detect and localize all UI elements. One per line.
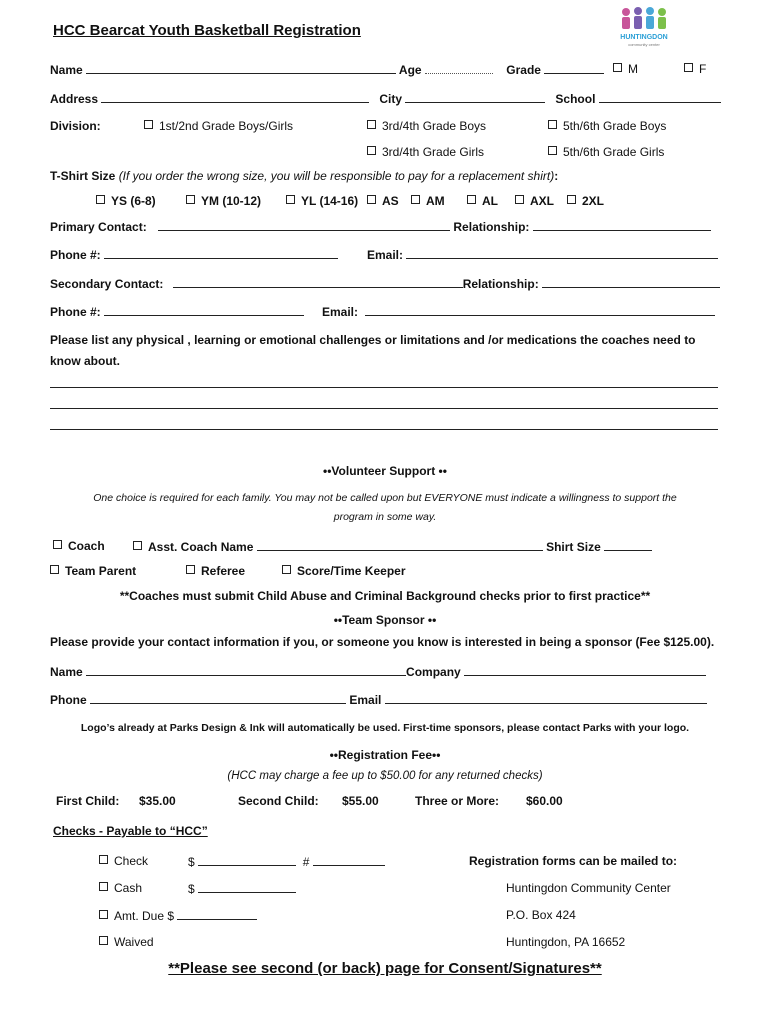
relationship-field[interactable] (533, 218, 711, 231)
challenges-line-2[interactable] (50, 408, 718, 409)
checkbox-icon (186, 195, 195, 204)
size-axl[interactable]: AXL (515, 193, 554, 209)
challenges-text-2: know about. (50, 354, 120, 368)
volunteer-heading: ••Volunteer Support •• (323, 464, 447, 478)
name-label: Name (50, 63, 83, 77)
challenges-text-1: Please list any physical , learning or emotional challenges or limitations and /or medications the coaches need to (50, 333, 696, 347)
volunteer-note-2: program in some way. (333, 511, 437, 523)
school-label: School (555, 92, 596, 106)
sponsor-name-label: Name (50, 665, 83, 679)
grade-field[interactable] (544, 61, 604, 74)
three-more-label: Three or More: (415, 794, 500, 808)
division-option-5[interactable]: 5th/6th Grade Girls (548, 144, 664, 160)
relationship-field-2[interactable] (542, 275, 720, 288)
sponsor-heading: ••Team Sponsor •• (333, 613, 437, 627)
size-al[interactable]: AL (467, 193, 498, 209)
mail-heading: Registration forms can be mailed to: (469, 854, 678, 868)
checkbox-icon (99, 882, 108, 891)
volunteer-name-field[interactable] (257, 538, 543, 551)
checkbox-icon (99, 855, 108, 864)
school-field[interactable] (599, 90, 721, 103)
checkbox-icon (411, 195, 420, 204)
check-amount-field[interactable] (198, 853, 296, 866)
page-title: HCC Bearcat Youth Basketball Registration (53, 22, 361, 39)
volunteer-name-label: Name (220, 540, 254, 554)
division-option-2[interactable]: 3rd/4th Grade Boys (367, 118, 486, 134)
checkbox-icon (684, 63, 693, 72)
address-label: Address (50, 92, 99, 106)
asst-coach-option[interactable]: Asst. Coach (133, 540, 217, 554)
primary-contact-label: Primary Contact: (50, 220, 147, 234)
secondary-contact-label: Secondary Contact: (50, 277, 164, 291)
checkbox-icon (613, 63, 622, 72)
score-keeper-option[interactable]: Score/Time Keeper (282, 563, 406, 579)
mail-line-3: Huntingdon, PA 16652 (506, 935, 626, 949)
sponsor-phone-label: Phone (50, 693, 87, 707)
check-option[interactable]: Check (99, 853, 148, 869)
checkbox-icon (282, 565, 291, 574)
challenges-line-3[interactable] (50, 429, 718, 430)
checkbox-icon (286, 195, 295, 204)
fee-note: (HCC may charge a fee up to $50.00 for any returned checks) (227, 770, 543, 782)
name-field[interactable] (86, 61, 396, 74)
checkbox-icon (515, 195, 524, 204)
checkbox-icon (186, 565, 195, 574)
email-field[interactable] (406, 246, 718, 259)
size-as[interactable]: AS (367, 193, 399, 209)
sponsor-logo-note: Logo’s already at Parks Design & Ink will automatically be used. First-time sponsors, please contact Parks with your logo. (80, 722, 690, 734)
checkbox-icon (567, 195, 576, 204)
email-label: Email: (367, 248, 404, 262)
size-2xl[interactable]: 2XL (567, 193, 604, 209)
gender-m-option[interactable]: M (613, 61, 638, 77)
secondary-contact-field[interactable] (173, 275, 463, 288)
division-option-1[interactable]: 1st/2nd Grade Boys/Girls (144, 118, 293, 134)
phone-field[interactable] (104, 246, 338, 259)
email-field-2[interactable] (365, 303, 715, 316)
first-child-label: First Child: (56, 794, 120, 808)
checkbox-icon (53, 540, 62, 549)
checkbox-icon (133, 541, 142, 550)
cash-amount-field[interactable] (198, 880, 296, 893)
shirt-size-label: Shirt Size (546, 540, 601, 554)
tshirt-label: T-Shirt Size (50, 169, 116, 183)
checkbox-icon (367, 120, 376, 129)
checkbox-icon (50, 565, 59, 574)
sponsor-text: Please provide your contact information if you, or someone you know is interested in being a sponsor (Fee $125.00). (50, 635, 715, 649)
checkbox-icon (467, 195, 476, 204)
amt-due-option[interactable]: Amt. Due (99, 909, 164, 923)
sponsor-email-field[interactable] (385, 691, 707, 704)
referee-option[interactable]: Referee (186, 563, 245, 579)
dollar-sign-2: $ (188, 882, 195, 896)
hcc-logo (612, 6, 676, 50)
checkbox-icon (367, 195, 376, 204)
sponsor-email-label: Email (349, 693, 382, 707)
address-field[interactable] (101, 90, 369, 103)
amt-due-field[interactable] (177, 907, 257, 920)
checkbox-icon (144, 120, 153, 129)
fee-heading: ••Registration Fee•• (329, 748, 441, 762)
checkbox-icon (548, 120, 557, 129)
logo-subtext: community center (628, 42, 660, 47)
size-ys[interactable]: YS (6-8) (96, 193, 156, 209)
logo-text: HUNTINGDON (620, 34, 668, 41)
first-child-value: $35.00 (139, 794, 176, 808)
grade-label: Grade (506, 63, 541, 77)
phone-field-2[interactable] (104, 303, 304, 316)
three-more-value: $60.00 (526, 794, 563, 808)
second-child-label: Second Child: (238, 794, 319, 808)
gender-f-option[interactable]: F (684, 61, 706, 77)
dollar-sign-3: $ (167, 909, 175, 923)
size-am[interactable]: AM (411, 193, 445, 209)
sponsor-phone-field[interactable] (90, 691, 346, 704)
size-ym[interactable]: YM (10-12) (186, 193, 261, 209)
cash-option[interactable]: Cash (99, 880, 142, 896)
relationship-label-2: Relationship: (462, 277, 539, 291)
second-child-value: $55.00 (342, 794, 379, 808)
phone-label: Phone #: (50, 248, 101, 262)
challenges-line-1[interactable] (50, 387, 718, 388)
team-parent-option[interactable]: Team Parent (50, 563, 136, 579)
checkbox-icon (96, 195, 105, 204)
checkbox-icon (548, 146, 557, 155)
coaches-notice: **Coaches must submit Child Abuse and Criminal Background checks prior to first practice** (119, 589, 651, 603)
tshirt-note: (If you order the wrong size, you will be responsible to pay for a replacement shirt) (118, 169, 555, 183)
coach-option[interactable]: Coach (53, 538, 105, 554)
footer-note: **Please see second (or back) page for Consent/Signatures** (168, 960, 602, 977)
checkbox-icon (99, 936, 108, 945)
primary-contact-field[interactable] (158, 218, 450, 231)
division-option-3[interactable]: 5th/6th Grade Boys (548, 118, 666, 134)
sponsor-name-field[interactable] (86, 663, 406, 676)
mail-line-1: Huntingdon Community Center (506, 881, 671, 895)
shirt-size-field[interactable] (604, 538, 652, 551)
division-label: Division: (50, 119, 101, 133)
relationship-label: Relationship: (453, 220, 530, 234)
email-label-2: Email: (322, 305, 359, 319)
dollar-sign: $ (188, 855, 195, 869)
checks-heading: Checks - Payable to “HCC” (53, 824, 208, 838)
city-field[interactable] (405, 90, 545, 103)
company-label: Company (406, 665, 461, 679)
size-yl[interactable]: YL (14-16) (286, 193, 358, 209)
company-field[interactable] (464, 663, 706, 676)
age-field[interactable] (425, 62, 493, 74)
phone-label-2: Phone #: (50, 305, 101, 319)
division-option-4[interactable]: 3rd/4th Grade Girls (367, 144, 484, 160)
mail-line-2: P.O. Box 424 (506, 908, 576, 922)
volunteer-note-1: One choice is required for each family. You may not be called upon but EVERYONE must indicate a willingness to support the (93, 492, 677, 504)
check-number-field[interactable] (313, 853, 385, 866)
age-label: Age (398, 63, 422, 77)
waived-option[interactable]: Waived (99, 934, 154, 950)
checkbox-icon (99, 910, 108, 919)
city-label: City (379, 92, 403, 106)
checkbox-icon (367, 146, 376, 155)
hash-sign: # (302, 855, 310, 869)
